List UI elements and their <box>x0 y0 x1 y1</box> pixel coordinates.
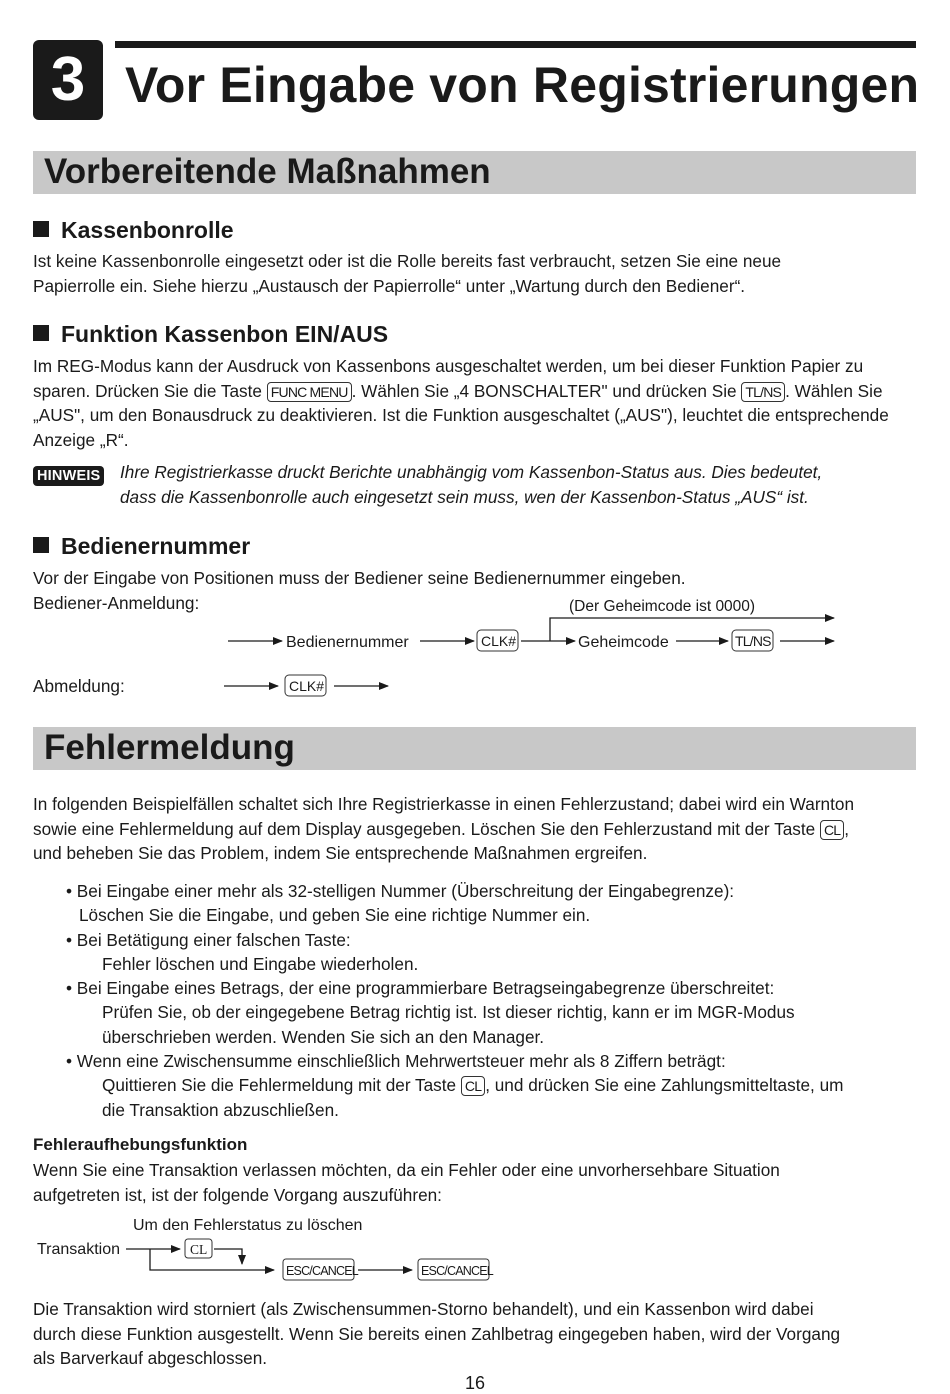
clk-key-label: CLK# <box>289 678 325 694</box>
flow-arrow <box>214 1249 242 1264</box>
section-title-vorbereitende: Vorbereitende Maßnahmen <box>44 152 491 191</box>
clk-key-label: CLK# <box>481 633 517 649</box>
chapter-number: 3 <box>33 40 103 120</box>
abmeldung-label: Abmeldung: <box>33 676 125 696</box>
list-item: • Bei Eingabe eines Betrags, der eine programmierbare Betragseingabegrenze überschreitet: <box>66 978 775 999</box>
paragraph-kassenbonrolle: Ist keine Kassenbonrolle eingesetzt oder ist die Rolle bereits fast verbraucht, setzen Sie eine neue Papierrolle ein. Siehe hierzu „Austausch der Papierrolle“ unter „Wartung durch den Bediener“. <box>33 251 782 296</box>
square-bullet-icon <box>33 221 49 237</box>
paragraph-bedienernummer: Vor der Eingabe von Positionen muss der Bediener seine Bedienernummer eingeben. Bediener-Anmeldung: <box>33 568 686 613</box>
tl-ns-key-label: TL/NS <box>735 633 771 649</box>
chapter-title: Vor Eingabe von Registrierungen <box>125 57 920 113</box>
error-cases-list: • Bei Eingabe einer mehr als 32-stelligen Nummer (Überschreitung der Eingabegrenze): Löschen Sie die Eingabe, und geben Sie eine richtige Nummer ein. • Bei Betätigung einer falschen Taste: Fehler löschen und Eingabe wiederholen. • Bei Eingabe eines Betrags, der eine programmierbare Betragseingabegrenze überschreitet: Prüfen Sie, ob der eingegebene Betrag richtig ist. Ist dieser richtig, kann er im MGR-Modus überschrieben werden. Wenden Sie sich an den Manager. • Wenn eine Zwischensumme einschließlich Mehrwertsteuer mehr als 8 Ziffern beträgt: Quittieren Sie die Fehlermeldung mit der Taste CL , und drücken Sie eine Zahlungsmitteltaste, um die Transaktion abzuschließen. <box>66 881 844 1120</box>
diagram-note: Um den Fehlerstatus zu löschen <box>133 1217 363 1234</box>
login-flow-diagram <box>0 590 950 700</box>
subheading-fehleraufhebung: Fehleraufhebungsfunktion <box>33 1135 248 1154</box>
hinweis-note: Ihre Registrierkasse druckt Berichte unabhängig vom Kassenbon-Status aus. Dies bedeutet, dass die Kassenbonrolle auch eingesetzt sein muss, wen der Kassenbon-Status „AUS“ ist. <box>120 462 823 507</box>
header-rule <box>115 41 916 48</box>
flow-label-geheimcode: Geheimcode <box>578 634 669 651</box>
hinweis-badge: HINWEIS <box>33 466 104 486</box>
secret-code-note: (Der Geheimcode ist 0000) <box>569 598 756 615</box>
subheading-funktion-kassenbon: Funktion Kassenbon EIN/AUS <box>33 321 388 348</box>
page-number: 16 <box>464 1373 486 1393</box>
cl-key-icon: CL <box>461 1076 485 1096</box>
subheading-bedienernummer: Bedienernummer <box>33 533 250 560</box>
transaktion-label: Transaktion <box>37 1241 120 1258</box>
paragraph-funktion-kassenbon: Im REG-Modus kann der Ausdruck von Kassenbons ausgeschaltet werden, um bei dieser Funktion Papier zu sparen. Drücken Sie die Taste FUNC MENU . Wählen Sie „4 BONSCHALTER" und drücken Sie TL/NS . Wählen Sie „AUS", um den Bonausdruck zu deaktivieren. Ist die Funktion ausgeschaltet („AUS"), leuchtet die entsprechende Anzeige „R“. <box>33 356 889 450</box>
esc-cancel-key-label: ESC/CANCEL <box>421 1264 493 1278</box>
cl-key-icon: CL <box>820 820 844 840</box>
square-bullet-icon <box>33 537 49 553</box>
list-item: • Bei Eingabe einer mehr als 32-stelligen Nummer (Überschreitung der Eingabegrenze): <box>66 881 735 901</box>
paragraph-fehlermeldung-intro: In folgenden Beispielfällen schaltet sich Ihre Registrierkasse in einen Fehlerzustand; dabei wird ein Warnton sowie eine Fehlermeldung auf dem Display ausgegeben. Löschen Sie den Fehlerzustand mit der Taste CL , und beheben Sie das Problem, indem Sie entsprechende Maßnahmen ergreifen. <box>33 794 854 863</box>
subheading-kassenbonrolle: Kassenbonrolle <box>33 217 234 244</box>
esc-cancel-key-label: ESC/CANCEL <box>286 1264 358 1278</box>
paragraph-outro: Die Transaktion wird storniert (als Zwischensummen-Storno behandelt), und ein Kassenbon wird dabei durch diese Funktion ausgestellt. Wenn Sie bereits einen Zahlbetrag eingegeben haben, wird der Vorgang als Barverkauf abgeschlossen. <box>33 1299 841 1368</box>
error-clear-diagram <box>0 1210 950 1290</box>
section-title-fehlermeldung: Fehlermeldung <box>44 728 295 767</box>
paragraph-fehleraufhebung: Wenn Sie eine Transaktion verlassen möchten, da ein Fehler oder eine unvorhersehbare Situation aufgetreten ist, ist der folgende Vorgang auszuführen: <box>33 1160 780 1205</box>
list-item: • Bei Betätigung einer falschen Taste: <box>66 929 351 950</box>
flow-label-bedienernummer: Bedienernummer <box>286 634 409 651</box>
list-item: • Wenn eine Zwischensumme einschließlich Mehrwertsteuer mehr als 8 Ziffern beträgt: <box>66 1051 726 1072</box>
cl-key-label: CL <box>190 1242 208 1257</box>
tl-ns-key-icon: TL/NS <box>741 382 785 402</box>
square-bullet-icon <box>33 325 49 341</box>
func-menu-key-icon: FUNC MENU <box>267 382 352 402</box>
